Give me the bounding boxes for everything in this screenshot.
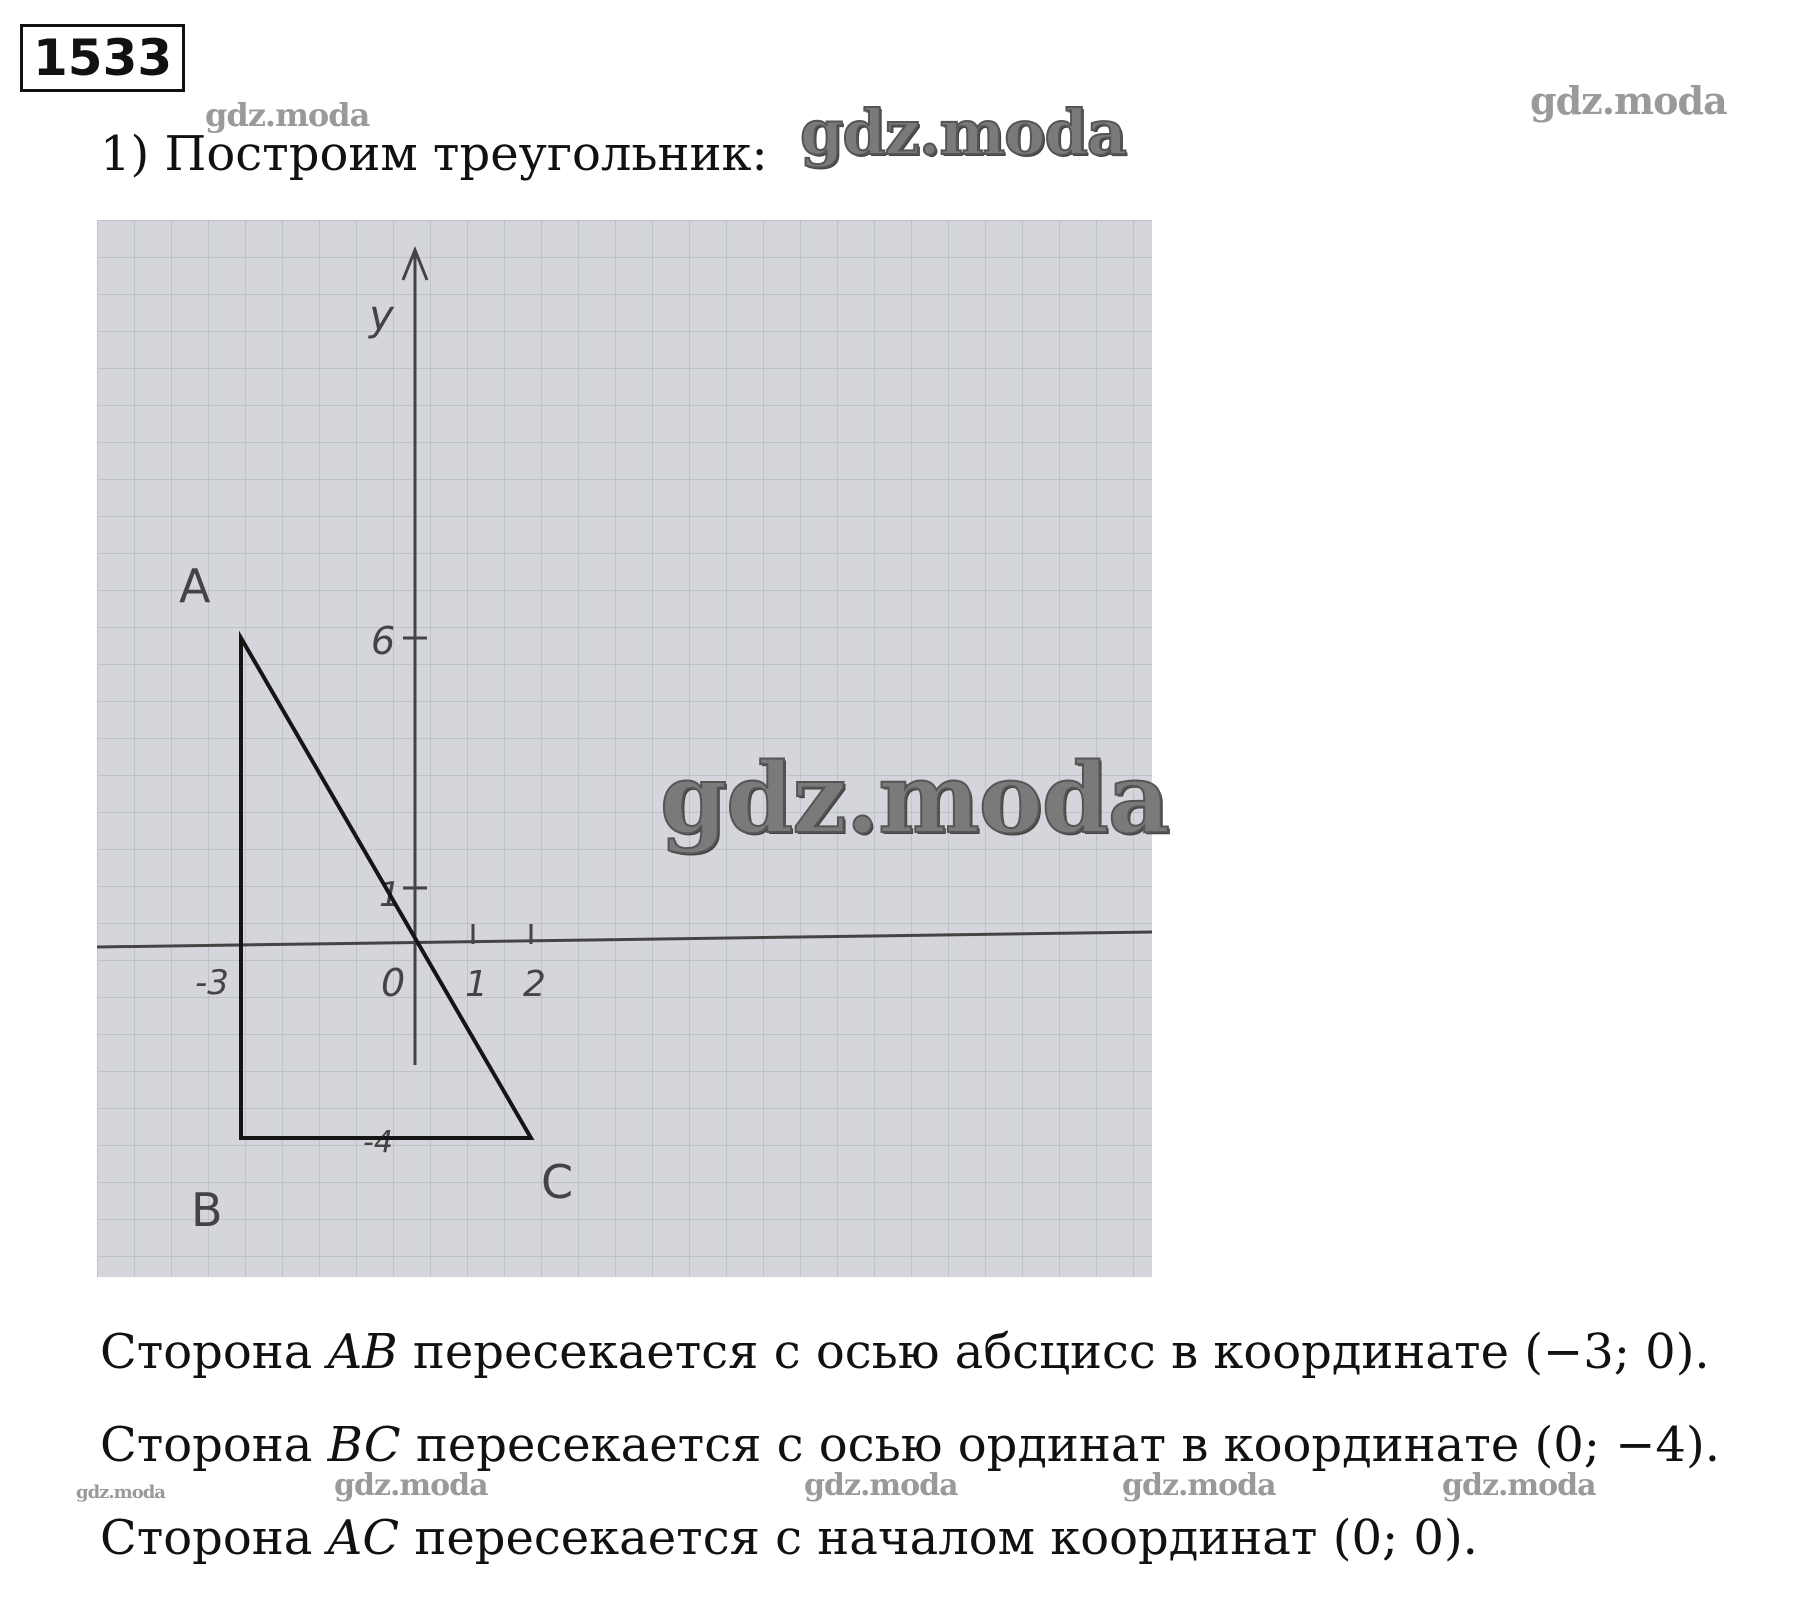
vertex-label-a: A xyxy=(179,559,211,613)
tick-label-y-6: 6 xyxy=(371,619,396,663)
side-name: AB xyxy=(327,1324,398,1380)
side-name: BC xyxy=(327,1417,401,1473)
watermark: gdz.moda xyxy=(1442,1468,1596,1503)
tick-label-y-neg4: -4 xyxy=(363,1125,393,1160)
side-name: AC xyxy=(327,1510,400,1566)
watermark: gdz.moda xyxy=(660,742,1170,855)
watermark: gdz.moda xyxy=(1530,78,1727,123)
tick-label-x-neg3: -3 xyxy=(195,963,229,1003)
answer-line-2 xyxy=(100,1415,1720,1475)
watermark: gdz.moda xyxy=(804,1468,958,1503)
answer-prefix: Сторона xyxy=(100,1324,328,1380)
step-heading: 1) Построим треугольник: xyxy=(100,126,768,182)
answer-text: пересекается с осью ординат в координате (0; −4). xyxy=(400,1417,1720,1473)
answer-prefix: Сторона xyxy=(100,1510,328,1566)
answer-line-3 xyxy=(100,1508,1478,1568)
vertex-label-c: C xyxy=(541,1155,574,1209)
watermark: gdz.moda xyxy=(205,96,370,134)
watermark: gdz.moda xyxy=(76,1482,165,1503)
watermark: gdz.moda xyxy=(334,1468,488,1503)
answer-text: пересекается с осью абсцисс в координате (−3; 0). xyxy=(397,1324,1710,1380)
y-axis-label: y xyxy=(369,291,394,340)
answer-prefix: Сторона xyxy=(100,1417,328,1473)
tick-label-x-2: 2 xyxy=(523,964,546,1005)
tick-label-x-1: 1 xyxy=(465,964,488,1005)
origin-label: 0 xyxy=(381,961,406,1005)
watermark: gdz.moda xyxy=(1122,1468,1276,1503)
answer-line-1 xyxy=(100,1322,1710,1382)
answer-text: пересекается с началом координат (0; 0). xyxy=(399,1510,1478,1566)
vertex-label-b: B xyxy=(191,1183,223,1237)
watermark: gdz.moda xyxy=(800,96,1126,169)
task-number-box: 1533 xyxy=(20,24,185,92)
tick-label-y-1: 1 xyxy=(379,875,401,915)
